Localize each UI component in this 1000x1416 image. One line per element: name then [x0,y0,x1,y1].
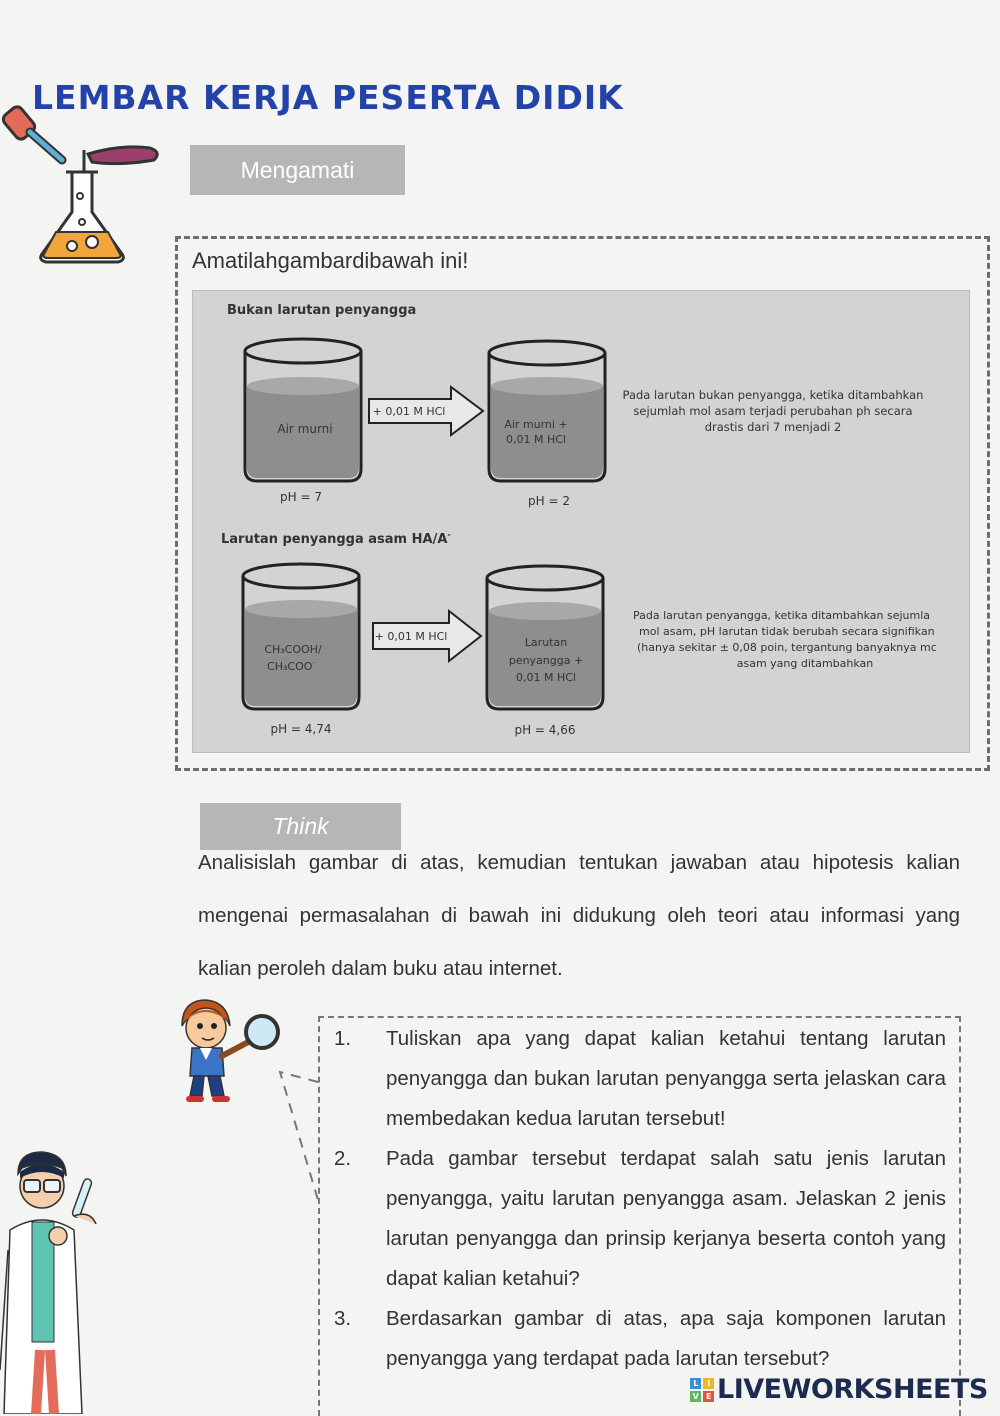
question-number: 3. [334,1307,352,1330]
beaker-label: Air murni + [504,418,568,431]
section-tab-mengamati: Mengamati [190,145,405,195]
analysis-instruction: Analisislah gambar di atas, kemudian tentukan jawaban atau hipotesis kalian mengenai permasalahan di bawah ini didukung oleh teori atau informasi yang kalian peroleh dalam buku atau internet. [198,851,960,980]
figure-note: (hanya sekitar ± 0,08 poin, tergantung banyaknya mc [637,641,937,654]
question-number: 2. [334,1147,352,1170]
question-list [334,1019,946,1379]
buffer-figure [192,290,970,753]
ph-value: pH = 2 [528,494,570,508]
brand-name: LIVEWORKSHEETS [717,1374,988,1405]
beaker-label: 0,01 M HCl [516,671,576,684]
beaker-bottom-left [243,564,359,709]
logo-letter: L [690,1378,701,1389]
ph-value: pH = 4,66 [514,723,576,737]
beaker-top-left [245,339,361,481]
observe-instruction: Amatilahgambardibawah ini! [192,248,469,273]
question-text: Tuliskan apa yang dapat kalian ketahui tentang larutan penyangga dan bukan larutan penyangga serta jelaskan cara membedakan kedua larutan tersebut! [386,1027,946,1130]
beaker-label: penyangga + [508,654,584,667]
arrow-label: + 0,01 M HCl [374,630,448,643]
scientist-icon [0,1150,115,1414]
question-item [334,1019,946,1139]
buffer-figure-drawing [193,291,969,752]
figure-note: Pada larutan bukan penyangga, ketika ditambahkan [622,388,924,402]
figure-note: drastis dari 7 menjadi 2 [704,420,842,434]
question-text: Berdasarkan gambar di atas, apa saja komponen larutan penyangga yang terdapat pada larutan tersebut? [386,1307,946,1370]
question-text: Pada gambar tersebut terdapat salah satu jenis larutan penyangga, yaitu larutan penyangga asam. Jelaskan 2 jenis larutan penyangga dan prinsip kerjanya beserta contoh yang dapat kalian ketahui? [386,1147,946,1290]
question-number: 1. [334,1027,352,1050]
question-item [334,1139,946,1299]
logo-letter: E [703,1391,714,1402]
figure-top-heading: Bukan larutan penyangga [227,303,417,318]
liveworksheets-brand[interactable] [690,1374,988,1405]
beaker-top-right [489,341,605,481]
page-title: LEMBAR KERJA PESERTA DIDIK [32,78,624,117]
logo-letter: I [703,1378,714,1389]
chemistry-flask-icon [0,96,170,271]
figure-note: mol asam, pH larutan tidak berubah secara signifikan [639,625,935,638]
ph-value: pH = 4,74 [270,722,332,736]
logo-letter: V [690,1391,701,1402]
figure-note: Pada larutan penyangga, ketika ditambahkan sejumla [633,609,931,622]
beaker-label: Air murni [277,422,333,436]
figure-bottom-heading: Larutan penyangga asam HA/A- [221,530,451,547]
beaker-label: 0,01 M HCl [506,433,566,446]
liveworksheets-logo-icon [690,1378,714,1402]
boy-magnifier-icon [170,996,285,1108]
question-item [334,1299,946,1379]
figure-note: asam yang ditambahkan [736,657,874,670]
beaker-label: Larutan [524,636,568,649]
callout-pointer [278,1060,320,1210]
arrow-label: + 0,01 M HCl [372,405,446,418]
figure-note: sejumlah mol asam terjadi perubahan ph secara [633,404,913,418]
section-tab-think: Think [200,803,401,850]
ph-value: pH = 7 [280,490,322,504]
beaker-label: CH₃COOH/ [264,643,322,656]
beaker-label: CH₃COO- [267,659,315,673]
